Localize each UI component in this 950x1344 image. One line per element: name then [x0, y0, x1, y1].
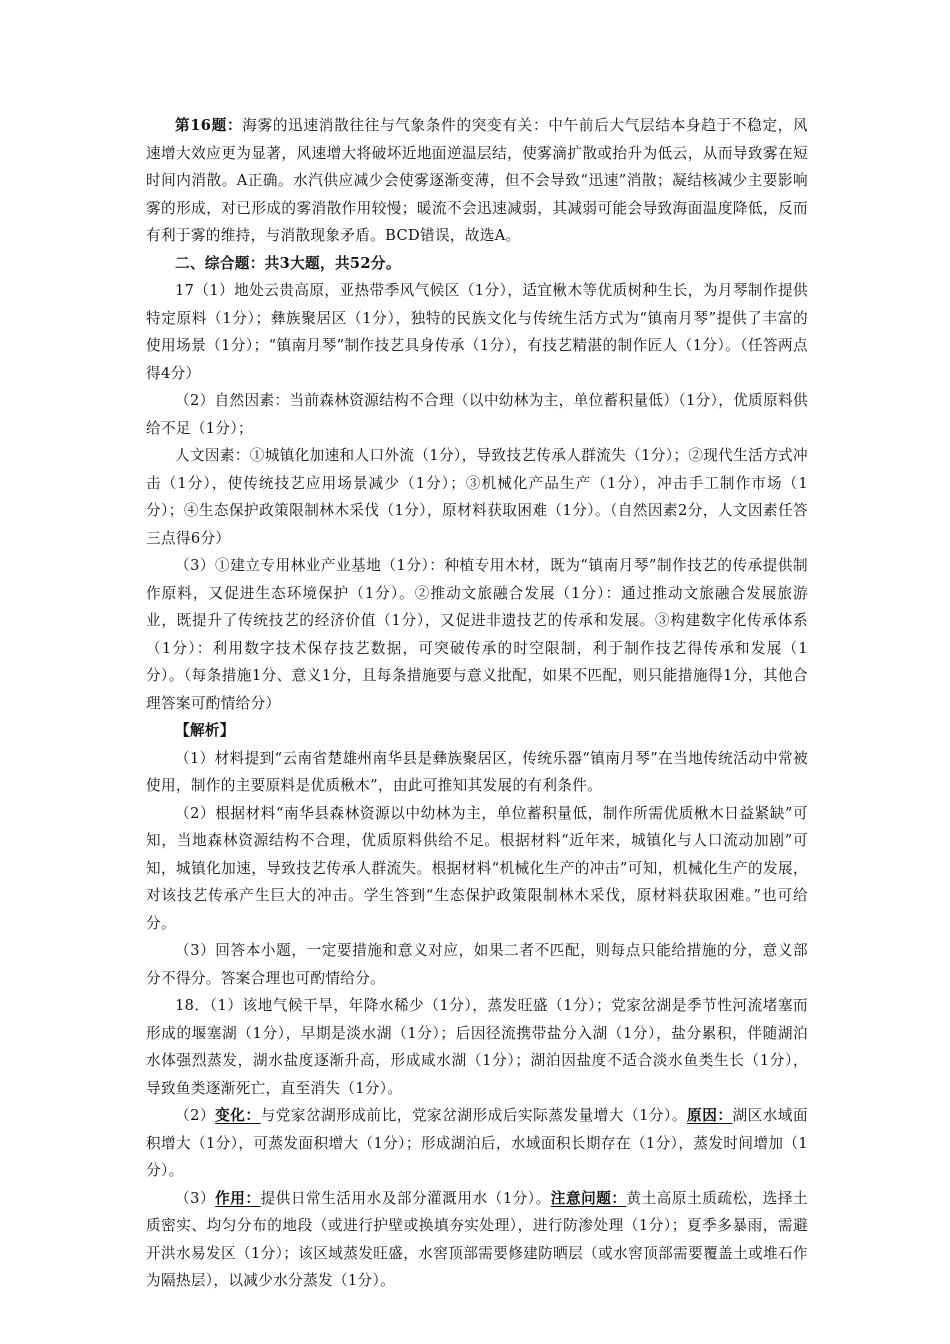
q18-part3	[146, 1185, 808, 1295]
q18-reason-label: 原因：	[687, 1107, 733, 1124]
q17-part1: 17（1）地处云贵高原，亚热带季风气候区（1分），适宜楸木等优质树种生长，为月琴制作提供特定原料（1分）；彝族聚居区（1分），独特的民族文化与传统生活方式为“镇南月琴”提供了丰富的使用场景（1分）；“镇南月琴”制作技艺具身传承（1分），有技艺精湛的制作匠人（1分）。（任答两点得4分）	[146, 282, 808, 382]
q17-analysis-3: （3）回答本小题，一定要措施和意义对应，如果二者不匹配，则每点只能给措施的分，意义部分不得分。答案合理也可酌情给分。	[146, 942, 808, 987]
q17-analysis-heading: 【解析】	[175, 722, 235, 739]
q18-part3-prefix: （3）	[175, 1189, 216, 1207]
q18-function-text: 提供日常生活用水及部分灌溉用水（1分）。	[260, 1189, 551, 1207]
q17-part3: （3）①建立专用林业产业基地（1分）：种植专用木材，既为“镇南月琴”制作技艺的传承提供制作原料，又促进生态环境保护（1分）。②推动文旅融合发展（1分）：通过推动文旅融合发展旅游业，既提升了传统技艺的经济价值（1分），又促进非遗技艺的传承和发展。③构建数字化传承体系（1分）：利用数字技术保存技艺数据，可突破传承的时空限制，利于制作技艺得传承和发展（1分）。（每条措施1分、意义1分，且每条措施要与意义批配，如果不匹配，则只能措施得1分，其他合理答案可酌情给分）	[146, 557, 808, 712]
q18-attention-text: 黄土高原土质疏松，选择土质密实、均匀分布的地段（或进行护壁或换填夯实处理），进行防渗处理（1分）；夏季多暴雨，需避开洪水易发区（1分）；该区域蒸发旺盛，水窖顶部需要修建防晒层（或水窖顶部需要覆盖土或堆石作为隔热层），以减少水分蒸发（1分）。	[146, 1189, 808, 1289]
q17-analysis-2: （2）根据材料“南华县森林资源以中幼林为主，单位蓄积量低，制作所需优质楸木日益紧缺”可知，当地森林资源结构不合理，优质原料供给不足。根据材料“近年来，城镇化与人口流动加剧”可知，城镇化加速，导致技艺传承人群流失。根据材料“机械化生产的冲击”可知，机械化生产的发展，对该技艺传承产生巨大的冲击。学生答到“生态保护政策限制林木采伐，原材料获取困难。”也可给分。	[146, 804, 808, 932]
q18-change-text: 与党家岔湖形成前比，党家岔湖形成后实际蒸发量增大（1分）。	[260, 1107, 688, 1124]
q18-reason-text: 湖区水域面积增大（1分），可蒸发面积增大（1分）；形成湖泊后，水域面积长期存在（1分），蒸发时间增加（1分）。	[146, 1107, 808, 1179]
q18-attention-label: 注意问题：	[550, 1189, 627, 1207]
answer-page	[146, 112, 808, 1295]
q16-label: 第16题：	[175, 117, 243, 134]
q18-part2	[146, 1102, 808, 1185]
q18-function-label: 作用：	[215, 1189, 261, 1207]
q17-analysis-1: （1）材料提到“云南省楚雄州南华县是彝族聚居区，传统乐器“镇南月琴”在当地传统活动中常被使用，制作的主要原料是优质楸木”，由此可推知其发展的有利条件。	[146, 749, 808, 794]
q18-part1: 18．（1）该地气候干旱，年降水稀少（1分），蒸发旺盛（1分）；党家岔湖是季节性河流堵塞而形成的堰塞湖（1分），早期是淡水湖（1分）；后因径流携带盐分入湖（1分），盐分累积，伴随湖泊水体强烈蒸发，湖水盐度逐渐升高，形成咸水湖（1分）；湖泊因盐度不适合淡水鱼类生长（1分），导致鱼类逐渐死亡，直至消失（1分）。	[146, 997, 808, 1097]
q16-text: 海雾的迅速消散往往与气象条件的突变有关：中午前后大气层结本身趋于不稳定，风速增大效应更为显著，风速增大将破坏近地面逆温层结，使雾滴扩散或抬升为低云，从而导致雾在短时间内消散。A正确。水汽供应减少会使雾逐渐变薄，但不会导致“迅速”消散；凝结核减少主要影响雾的形成，对已形成的雾消散作用较慢；暖流不会迅速减弱，其减弱可能会导致海面温度降低，反而有利于雾的维持，与消散现象矛盾。BCD错误，故选A。	[146, 117, 808, 244]
q17-part2-human: 人文因素：①城镇化加速和人口外流（1分），导致技艺传承人群流失（1分）；②现代生活方式冲击（1分），使传统技艺应用场景减少（1分）；③机械化产品生产（1分），冲击手工制作市场（1分）；④生态保护政策限制林木采伐（1分），原材料获取困难（1分）。（自然因素2分，人文因素任答三点得6分）	[146, 447, 808, 547]
q18-change-label: 变化：	[215, 1107, 261, 1124]
q18-part2-prefix: （2）	[175, 1107, 216, 1124]
section2-heading: 二、综合题：共3大题，共52分。	[175, 254, 401, 272]
q16-paragraph	[146, 112, 808, 250]
q17-part2-natural: （2）自然因素：当前森林资源结构不合理（以中幼林为主，单位蓄积量低）（1分），优质原料供给不足（1分）；	[146, 392, 808, 437]
